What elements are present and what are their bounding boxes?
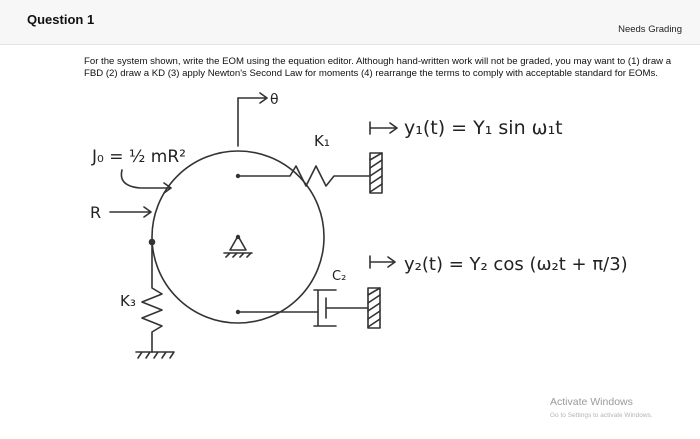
damper-c2	[314, 290, 368, 326]
spring-k3	[142, 242, 162, 352]
input-bottom-label: y₂(t) = Y₂ cos (ω₂t + π/3)	[404, 254, 628, 275]
radius-arrow	[110, 207, 151, 217]
ground-bottom	[136, 352, 174, 358]
k3-label: K₃	[120, 292, 136, 310]
theta-label: θ	[270, 92, 279, 108]
theta-arrow	[238, 93, 267, 103]
inertia-label: J₀ = ½ mR²	[92, 147, 186, 167]
spring-k1	[238, 166, 370, 186]
torque-arrow	[121, 170, 171, 193]
question-title: Question 1	[27, 12, 95, 27]
activate-windows-hint: Go to Settings to activate Windows.	[550, 412, 653, 419]
mechanical-system-figure	[70, 90, 670, 370]
question-prompt: For the system shown, write the EOM using the equation editor. Although hand-written work will not be graded, you may want to (1) draw a FBD (2) draw a KD (3) apply Newton's Second Law for moments (4) rearrange the terms to comply with acceptable standard for EOMs.	[84, 56, 672, 79]
radius-label: R	[90, 203, 102, 222]
input-top-label: y₁(t) = Y₁ sin ω₁t	[404, 117, 563, 139]
activate-windows-title: Activate Windows	[550, 396, 633, 408]
k1-label: K₁	[314, 132, 330, 150]
c2-label: C₂	[332, 269, 347, 284]
grading-status: Needs Grading	[618, 24, 682, 35]
question-header	[0, 0, 700, 45]
